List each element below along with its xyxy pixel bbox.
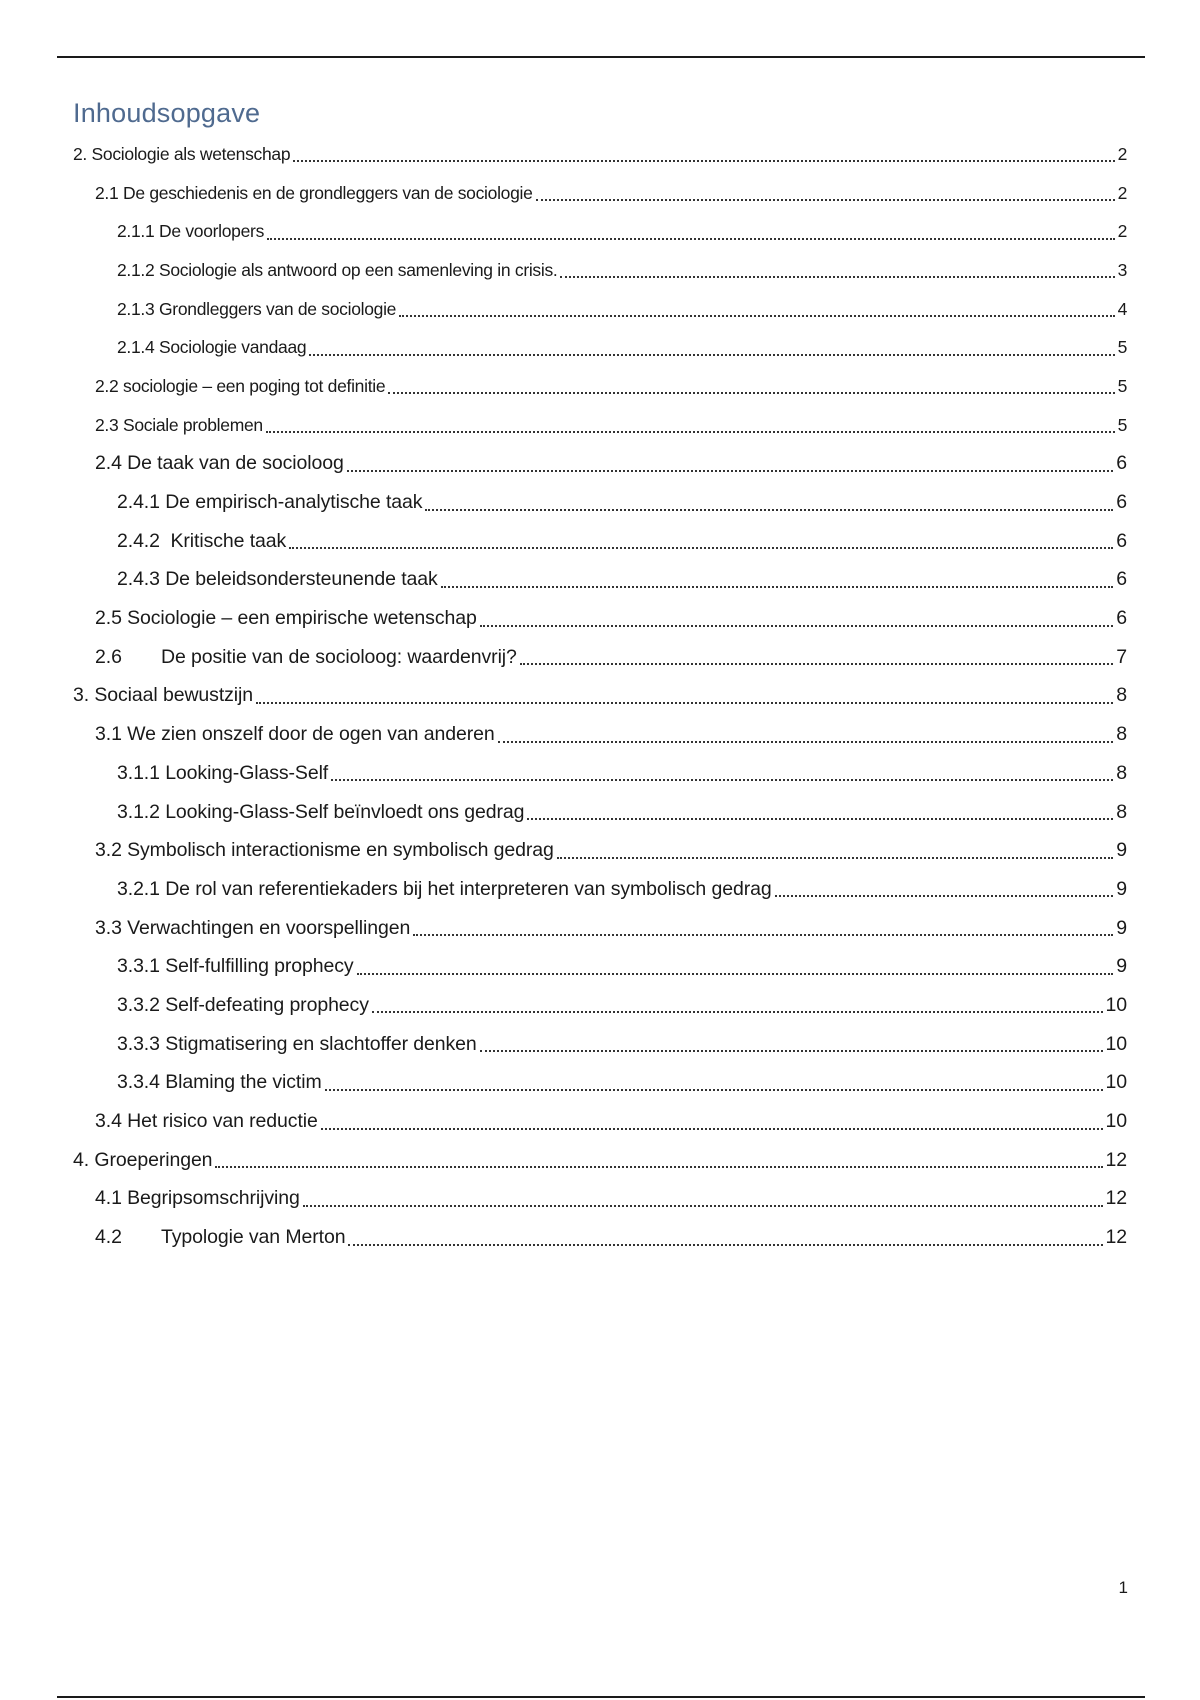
- toc-entry-label: 3.1 We zien onszelf door de ogen van anderen: [95, 723, 495, 746]
- toc-entry-page: 8: [1116, 800, 1127, 823]
- toc-entry[interactable]: [73, 677, 1127, 716]
- toc-entry[interactable]: [73, 445, 1127, 484]
- footer-rule: [57, 1696, 1145, 1698]
- toc-entry-label: 2.1.3 Grondleggers van de sociologie: [117, 298, 397, 319]
- toc-entry-page: 12: [1105, 1187, 1127, 1210]
- dot-leader: [357, 973, 1114, 975]
- toc-entry-label: 3.3.1 Self-fulfilling prophecy: [117, 955, 354, 978]
- toc-entry-page: 10: [1105, 993, 1127, 1016]
- toc-entry-page: 12: [1105, 1226, 1127, 1249]
- toc-entry[interactable]: [73, 367, 1127, 406]
- toc-entry-page: 5: [1117, 337, 1127, 358]
- toc-entry-page: 8: [1116, 723, 1127, 746]
- toc-entry[interactable]: [73, 793, 1127, 832]
- toc-entry-label: 4. Groeperingen: [73, 1148, 213, 1171]
- toc-entry-page: 3: [1117, 259, 1127, 280]
- toc-entry[interactable]: [73, 1102, 1127, 1141]
- dot-leader: [425, 509, 1113, 511]
- toc-entry-label: Typologie van Merton: [161, 1226, 346, 1249]
- page-number: 1: [1118, 1578, 1128, 1597]
- toc-entry-label: 2.5 Sociologie – een empirische wetenschap: [95, 607, 477, 630]
- dot-leader: [372, 1011, 1103, 1013]
- toc-entry[interactable]: [73, 870, 1127, 909]
- toc-entry-label: 3.2 Symbolisch interactionisme en symbolisch gedrag: [95, 839, 554, 862]
- toc-entry-label: 2.4.1 De empirisch-analytische taak: [117, 491, 423, 514]
- toc-entry-label: 3.4 Het risico van reductie: [95, 1110, 318, 1133]
- toc-entry-page: 5: [1117, 414, 1127, 435]
- toc-entry-page: 7: [1116, 645, 1127, 668]
- toc-entry-page: 5: [1117, 375, 1127, 396]
- toc-entry-page: 2: [1117, 143, 1127, 164]
- dot-leader: [557, 857, 1113, 859]
- dot-leader: [266, 431, 1115, 433]
- table-of-contents: [73, 135, 1127, 1257]
- dot-leader: [303, 1205, 1103, 1207]
- toc-entry[interactable]: [73, 483, 1127, 522]
- toc-entry-label: 2.4 De taak van de socioloog: [95, 452, 344, 475]
- dot-leader: [388, 392, 1114, 394]
- toc-entry-label: De positie van de socioloog: waardenvrij?: [161, 645, 517, 668]
- toc-entry-label: 3.3.4 Blaming the victim: [117, 1071, 322, 1094]
- dot-leader: [348, 1244, 1102, 1246]
- toc-entry-page: 6: [1116, 568, 1127, 591]
- toc-entry-label: 2.1.1 De voorlopers: [117, 221, 265, 242]
- toc-entry-page: 10: [1105, 1110, 1127, 1133]
- toc-entry-label: 2.4.3 De beleidsondersteunende taak: [117, 568, 438, 591]
- toc-entry-label: 3.3 Verwachtingen en voorspellingen: [95, 916, 411, 939]
- toc-entry[interactable]: [73, 986, 1127, 1025]
- toc-entry[interactable]: [73, 947, 1127, 986]
- dot-leader: [215, 1166, 1102, 1168]
- dot-leader: [325, 1089, 1103, 1091]
- toc-entry-label: 4.1 Begripsomschrijving: [95, 1187, 300, 1210]
- toc-entry[interactable]: [73, 251, 1127, 290]
- toc-entry[interactable]: [73, 561, 1127, 600]
- toc-entry-number: 2.6: [95, 645, 122, 668]
- dot-leader: [498, 741, 1114, 743]
- toc-entry[interactable]: [73, 406, 1127, 445]
- toc-entry[interactable]: [73, 909, 1127, 948]
- toc-entry-label: 2.1.2 Sociologie als antwoord op een samenleving in crisis.: [117, 259, 558, 280]
- dot-leader: [560, 276, 1114, 278]
- toc-entry-label: 2.4.2 Kritische taak: [117, 529, 287, 552]
- toc-entry-label: 3.1.1 Looking-Glass-Self: [117, 761, 329, 784]
- toc-entry-label: 2. Sociologie als wetenschap: [73, 143, 291, 164]
- toc-entry[interactable]: [73, 174, 1127, 213]
- dot-leader: [441, 586, 1114, 588]
- toc-entry-page: 10: [1105, 1071, 1127, 1094]
- dot-leader: [321, 1128, 1103, 1130]
- toc-entry-page: 10: [1105, 1032, 1127, 1055]
- toc-entry-page: 9: [1116, 916, 1127, 939]
- toc-entry[interactable]: [73, 328, 1127, 367]
- toc-entry-label: 3.1.2 Looking-Glass-Self beïnvloedt ons gedrag: [117, 800, 525, 823]
- toc-entry-page: 9: [1116, 955, 1127, 978]
- toc-entry[interactable]: [73, 638, 1127, 677]
- dot-leader: [347, 470, 1114, 472]
- toc-entry-number: 4.2: [95, 1226, 122, 1249]
- toc-entry-page: 12: [1105, 1148, 1127, 1171]
- dot-leader: [520, 663, 1113, 665]
- toc-entry-page: 6: [1116, 452, 1127, 475]
- dot-leader: [775, 895, 1114, 897]
- toc-entry[interactable]: [73, 1180, 1127, 1219]
- toc-entry-label: 2.1.4 Sociologie vandaag: [117, 337, 307, 358]
- toc-entry[interactable]: [73, 212, 1127, 251]
- toc-entry-label: 3.3.3 Stigmatisering en slachtoffer denken: [117, 1032, 477, 1055]
- toc-entry-label: 3.3.2 Self-defeating prophecy: [117, 993, 369, 1016]
- dot-leader: [293, 160, 1114, 162]
- toc-entry[interactable]: [73, 1141, 1127, 1180]
- dot-leader: [480, 1050, 1103, 1052]
- toc-entry-label: 3.2.1 De rol van referentiekaders bij het interpreteren van symbolisch gedrag: [117, 877, 772, 900]
- toc-entry-label: 2.1 De geschiedenis en de grondleggers van de sociologie: [95, 182, 533, 203]
- dot-leader: [331, 779, 1113, 781]
- dot-leader: [413, 934, 1113, 936]
- toc-entry[interactable]: [73, 522, 1127, 561]
- toc-entry-page: 4: [1117, 298, 1127, 319]
- toc-entry-label: 2.2 sociologie – een poging tot definitie: [95, 375, 386, 396]
- toc-entry[interactable]: [73, 1218, 1127, 1257]
- toc-entry-page: 9: [1116, 877, 1127, 900]
- dot-leader: [536, 199, 1115, 201]
- toc-entry-page: 6: [1116, 607, 1127, 630]
- toc-entry-page: 9: [1116, 839, 1127, 862]
- toc-entry-page: 8: [1116, 684, 1127, 707]
- toc-entry[interactable]: [73, 135, 1127, 174]
- toc-title: Inhoudsopgave: [73, 98, 261, 128]
- header-rule: [57, 56, 1145, 58]
- toc-entry-page: 6: [1116, 491, 1127, 514]
- dot-leader: [480, 625, 1114, 627]
- toc-entry[interactable]: [73, 831, 1127, 870]
- toc-entry-page: 2: [1117, 182, 1127, 203]
- toc-entry-page: 6: [1116, 529, 1127, 552]
- toc-entry-label: 2.3 Sociale problemen: [95, 414, 263, 435]
- dot-leader: [289, 547, 1113, 549]
- dot-leader: [309, 354, 1114, 356]
- toc-entry[interactable]: [73, 754, 1127, 793]
- toc-entry[interactable]: [73, 715, 1127, 754]
- toc-entry-page: 8: [1116, 761, 1127, 784]
- toc-entry-label: 3. Sociaal bewustzijn: [73, 684, 253, 707]
- toc-entry[interactable]: [73, 290, 1127, 329]
- dot-leader: [267, 238, 1115, 240]
- toc-entry[interactable]: [73, 599, 1127, 638]
- dot-leader: [399, 315, 1114, 317]
- toc-entry[interactable]: [73, 1064, 1127, 1103]
- toc-entry-page: 2: [1117, 221, 1127, 242]
- dot-leader: [256, 702, 1113, 704]
- dot-leader: [527, 818, 1113, 820]
- toc-entry[interactable]: [73, 1025, 1127, 1064]
